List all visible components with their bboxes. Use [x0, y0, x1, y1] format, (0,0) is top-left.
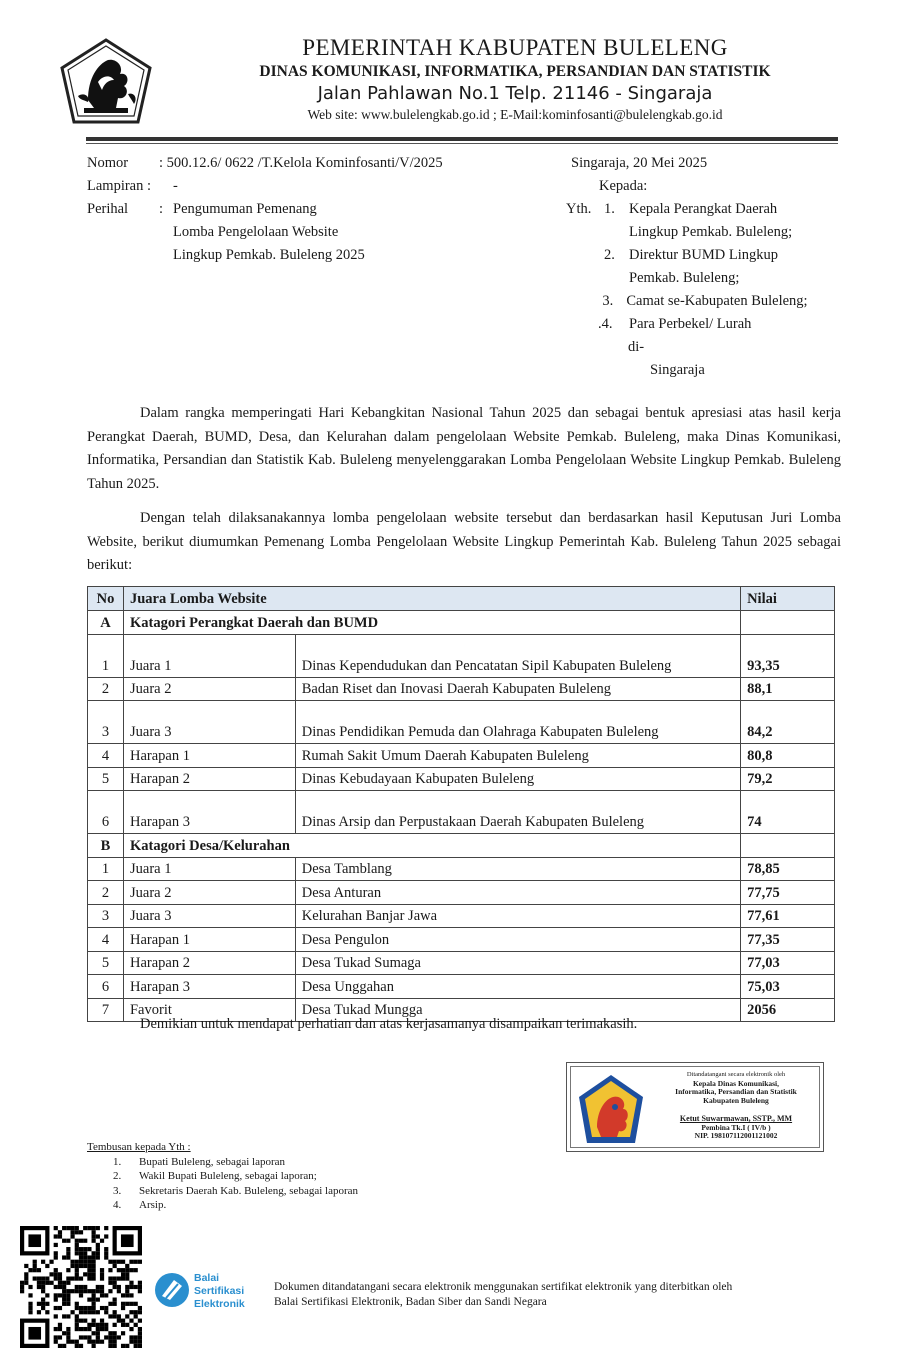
recipient-city: Singaraja [650, 362, 705, 378]
table-row [88, 975, 835, 999]
row-number: 6 [88, 975, 124, 999]
row-rank: Harapan 1 [123, 744, 295, 768]
row-value: 78,85 [741, 857, 835, 881]
row-rank: Juara 3 [123, 904, 295, 928]
recipient-line: Pemkab. Buleleng; [629, 270, 740, 286]
list-item [87, 1184, 358, 1199]
category-row [88, 611, 835, 635]
lampiran-value: - [173, 178, 178, 194]
table-row [88, 928, 835, 952]
row-name: Desa Tamblang [295, 857, 740, 881]
row-rank: Harapan 1 [123, 928, 295, 952]
row-number: 4 [88, 744, 124, 768]
header-divider [86, 137, 838, 141]
row-rank: Harapan 3 [123, 791, 295, 834]
bse-line: Balai [194, 1272, 220, 1284]
row-number: 1 [88, 634, 124, 677]
row-rank: Harapan 2 [123, 767, 295, 791]
recipient-line: Lingkup Pemkab. Buleleng; [629, 224, 793, 240]
row-number: 2 [88, 881, 124, 905]
row-value: 93,35 [741, 634, 835, 677]
signature-office: Kepala Dinas Komunikasi, [692, 1078, 780, 1088]
winners-table [87, 586, 835, 1022]
row-number: 7 [88, 998, 124, 1022]
letterhead [170, 34, 860, 124]
row-name: Desa Pengulon [295, 928, 740, 952]
signature-note: Ditandatangani secara elektronik oleh [686, 1071, 786, 1078]
row-value: 80,8 [741, 744, 835, 768]
cc-text: Arsip. [139, 1199, 167, 1211]
header-divider-thin [86, 143, 838, 144]
recipient-number: 3. [602, 293, 614, 309]
letterhead-agency: DINAS KOMUNIKASI, INFORMATIKA, PERSANDIAN DAN STATISTIK [259, 63, 771, 80]
row-value: 88,1 [741, 677, 835, 701]
cc-text: Sekretaris Daerah Kab. Buleleng, sebagai laporan [139, 1184, 358, 1197]
nomor-value: : 500.12.6/ 0622 /T.Kelola Kominfosanti/V/2025 [159, 155, 443, 171]
row-name: Desa Unggahan [295, 975, 740, 999]
list-item [87, 1169, 358, 1184]
perihal-line: Lomba Pengelolaan Website [173, 224, 339, 240]
electronic-signature-box [566, 1062, 824, 1152]
buleleng-emblem-icon [58, 38, 154, 126]
signatory-name: Ketut Suwarmawan, SSTP., MM [679, 1114, 793, 1123]
recipient-line: Direktur BUMD Lingkup [629, 247, 779, 263]
yth-label: Yth. [566, 201, 592, 217]
row-number: 3 [88, 904, 124, 928]
row-value: 2056 [741, 998, 835, 1022]
header-no: No [88, 587, 124, 611]
row-name: Dinas Kebudayaan Kabupaten Buleleng [295, 767, 740, 791]
letter-meta [87, 152, 443, 267]
table-row [88, 701, 835, 744]
list-item [87, 1155, 358, 1170]
row-number: 5 [88, 951, 124, 975]
list-item [87, 1198, 358, 1213]
row-value: 77,03 [741, 951, 835, 975]
row-name: Desa Anturan [295, 881, 740, 905]
recipient-number: 1. [604, 201, 615, 217]
signature-office: Kabupaten Buleleng [703, 1095, 769, 1105]
bse-line: Sertifikasi [194, 1285, 245, 1297]
cc-number: 4. [113, 1199, 122, 1211]
table-row [88, 857, 835, 881]
cc-text: Bupati Buleleng, sebagai laporan [139, 1155, 286, 1168]
recipient-item [566, 290, 866, 313]
row-rank: Juara 1 [123, 634, 295, 677]
header-juara: Juara Lomba Website [123, 587, 740, 611]
bse-note-line: Balai Sertifikasi Elektronik, Badan Siber dan Sandi Negara [274, 1296, 547, 1308]
table-row [88, 744, 835, 768]
recipient-line: Para Perbekel/ Lurah [629, 316, 752, 332]
lampiran-label: Lampiran : [87, 178, 152, 194]
nomor-label: Nomor [87, 155, 129, 171]
row-name: Desa Tukad Mungga [295, 998, 740, 1022]
row-value: 75,03 [741, 975, 835, 999]
bse-note [274, 1280, 732, 1310]
perihal-colon: : [159, 201, 164, 217]
row-name: Badan Riset dan Inovasi Daerah Kabupaten Buleleng [295, 677, 740, 701]
row-name: Dinas Arsip dan Perpustakaan Daerah Kabupaten Buleleng [295, 791, 740, 834]
row-rank: Harapan 3 [123, 975, 295, 999]
row-value: 84,2 [741, 701, 835, 744]
closing-sentence: Demikian untuk mendapat perhatian dan atas kerjasamanya disampaikan terimakasih. [140, 1016, 638, 1032]
row-name: Rumah Sakit Umum Daerah Kabupaten Buleleng [295, 744, 740, 768]
letterhead-government: PEMERINTAH KABUPATEN BULELENG [302, 35, 728, 60]
row-value: 77,61 [741, 904, 835, 928]
row-number: 2 [88, 677, 124, 701]
category-title: Katagori Desa/Kelurahan [123, 834, 740, 858]
row-value: 77,35 [741, 928, 835, 952]
tembusan-block [87, 1140, 358, 1213]
recipient-line: Camat se-Kabupaten Buleleng; [626, 293, 808, 309]
table-row [88, 881, 835, 905]
signature-text [651, 1071, 821, 1141]
table-row [88, 904, 835, 928]
bse-note-line: Dokumen ditandatangani secara elektronik menggunakan sertifikat elektronik yang diterbitkan oleh [274, 1281, 733, 1293]
kepada-label: Kepada: [599, 178, 648, 194]
signatory-nip: NIP. 198107112001121002 [694, 1131, 778, 1140]
recipient-line: Kepala Perangkat Daerah [629, 201, 778, 217]
letterhead-address: Jalan Pahlawan No.1 Telp. 21146 - Singaraja [317, 83, 713, 104]
table-row [88, 791, 835, 834]
meta-perihal [87, 198, 443, 267]
category-value [741, 834, 835, 858]
row-number: 5 [88, 767, 124, 791]
recipient-block [566, 152, 866, 382]
row-rank: Juara 2 [123, 881, 295, 905]
meta-nomor [87, 152, 443, 175]
paragraph-intro: Dalam rangka memperingati Hari Kebangkitan Nasional Tahun 2025 dan sebagai bentuk apresiasi atas hasil kerja Perangkat Daerah, BUMD, Desa, dan Kelurahan dalam pengelolaan Website Pemkab. Buleleng, maka Dinas Komunikasi, Informatika, Persandian dan Statistik Kab. Buleleng menyelenggarakan Lomba Pengelolaan Website Lingkup Pemkab. Buleleng Tahun 2025. [87, 405, 841, 492]
table-row [88, 677, 835, 701]
row-number: 4 [88, 928, 124, 952]
tembusan-title: Tembusan kepada Yth : [87, 1141, 191, 1153]
row-name: Dinas Kependudukan dan Pencatatan Sipil Kabupaten Buleleng [295, 634, 740, 677]
row-value: 74 [741, 791, 835, 834]
table-row [88, 767, 835, 791]
recipient-number: 2. [604, 247, 615, 263]
row-rank: Juara 3 [123, 701, 295, 744]
paragraph-announcement: Dengan telah dilaksanakannya lomba pengelolaan website tersebut dan berdasarkan hasil Keputusan Juri Lomba Website, berikut diumumkan Pemenang Lomba Pengelolaan Website Lingkup Pemerintah Kab. Buleleng Tahun 2025 sebagai berikut: [87, 510, 841, 573]
recipient-item [566, 198, 866, 244]
category-title: Katagori Perangkat Daerah dan BUMD [123, 611, 740, 635]
perihal-value [173, 198, 365, 267]
qr-code-icon [20, 1226, 142, 1348]
perihal-line: Pengumuman Pemenang [173, 201, 317, 217]
di-label: di- [628, 339, 645, 355]
row-rank: Juara 2 [123, 677, 295, 701]
signature-office: Informatika, Persandian dan Statistik [675, 1087, 797, 1096]
table-header-row [88, 587, 835, 611]
row-rank: Juara 1 [123, 857, 295, 881]
category-code: B [88, 834, 124, 858]
category-code: A [88, 611, 124, 635]
cc-number: 1. [113, 1155, 122, 1168]
perihal-label: Perihal [87, 201, 129, 217]
letterhead-contact: Web site: www.bulelengkab.go.id ; E-Mail:kominfosanti@bulelengkab.go.id [307, 107, 723, 122]
row-name: Dinas Pendidikan Pemuda dan Olahraga Kabupaten Buleleng [295, 701, 740, 744]
table-row [88, 951, 835, 975]
signature-emblem-icon [577, 1073, 645, 1145]
bse-logo-icon [152, 1268, 267, 1312]
recipient-text [629, 244, 859, 290]
row-rank: Harapan 2 [123, 951, 295, 975]
row-name: Kelurahan Banjar Jawa [295, 904, 740, 928]
row-number: 3 [88, 701, 124, 744]
recipient-item [566, 244, 866, 290]
row-number: 1 [88, 857, 124, 881]
cc-number: 2. [113, 1170, 122, 1182]
row-value: 79,2 [741, 767, 835, 791]
category-row [88, 834, 835, 858]
row-rank: Favorit [123, 998, 295, 1022]
cc-text: Wakil Bupati Buleleng, sebagai laporan; [139, 1170, 317, 1182]
recipient-text [629, 198, 859, 244]
row-name: Desa Tukad Sumaga [295, 951, 740, 975]
row-value: 77,75 [741, 881, 835, 905]
perihal-line: Lingkup Pemkab. Buleleng 2025 [173, 247, 365, 263]
recipient-item [566, 313, 866, 336]
row-number: 6 [88, 791, 124, 834]
letter-date: Singaraja, 20 Mei 2025 [571, 155, 708, 171]
header-nilai: Nilai [741, 587, 835, 611]
signatory-rank: Pembina Tk.I ( IV/b ) [701, 1122, 771, 1132]
bse-line: Elektronik [194, 1298, 245, 1310]
table-row [88, 634, 835, 677]
recipient-number: .4. [598, 316, 613, 332]
meta-lampiran [87, 175, 443, 198]
category-value [741, 611, 835, 635]
cc-number: 3. [113, 1184, 122, 1197]
